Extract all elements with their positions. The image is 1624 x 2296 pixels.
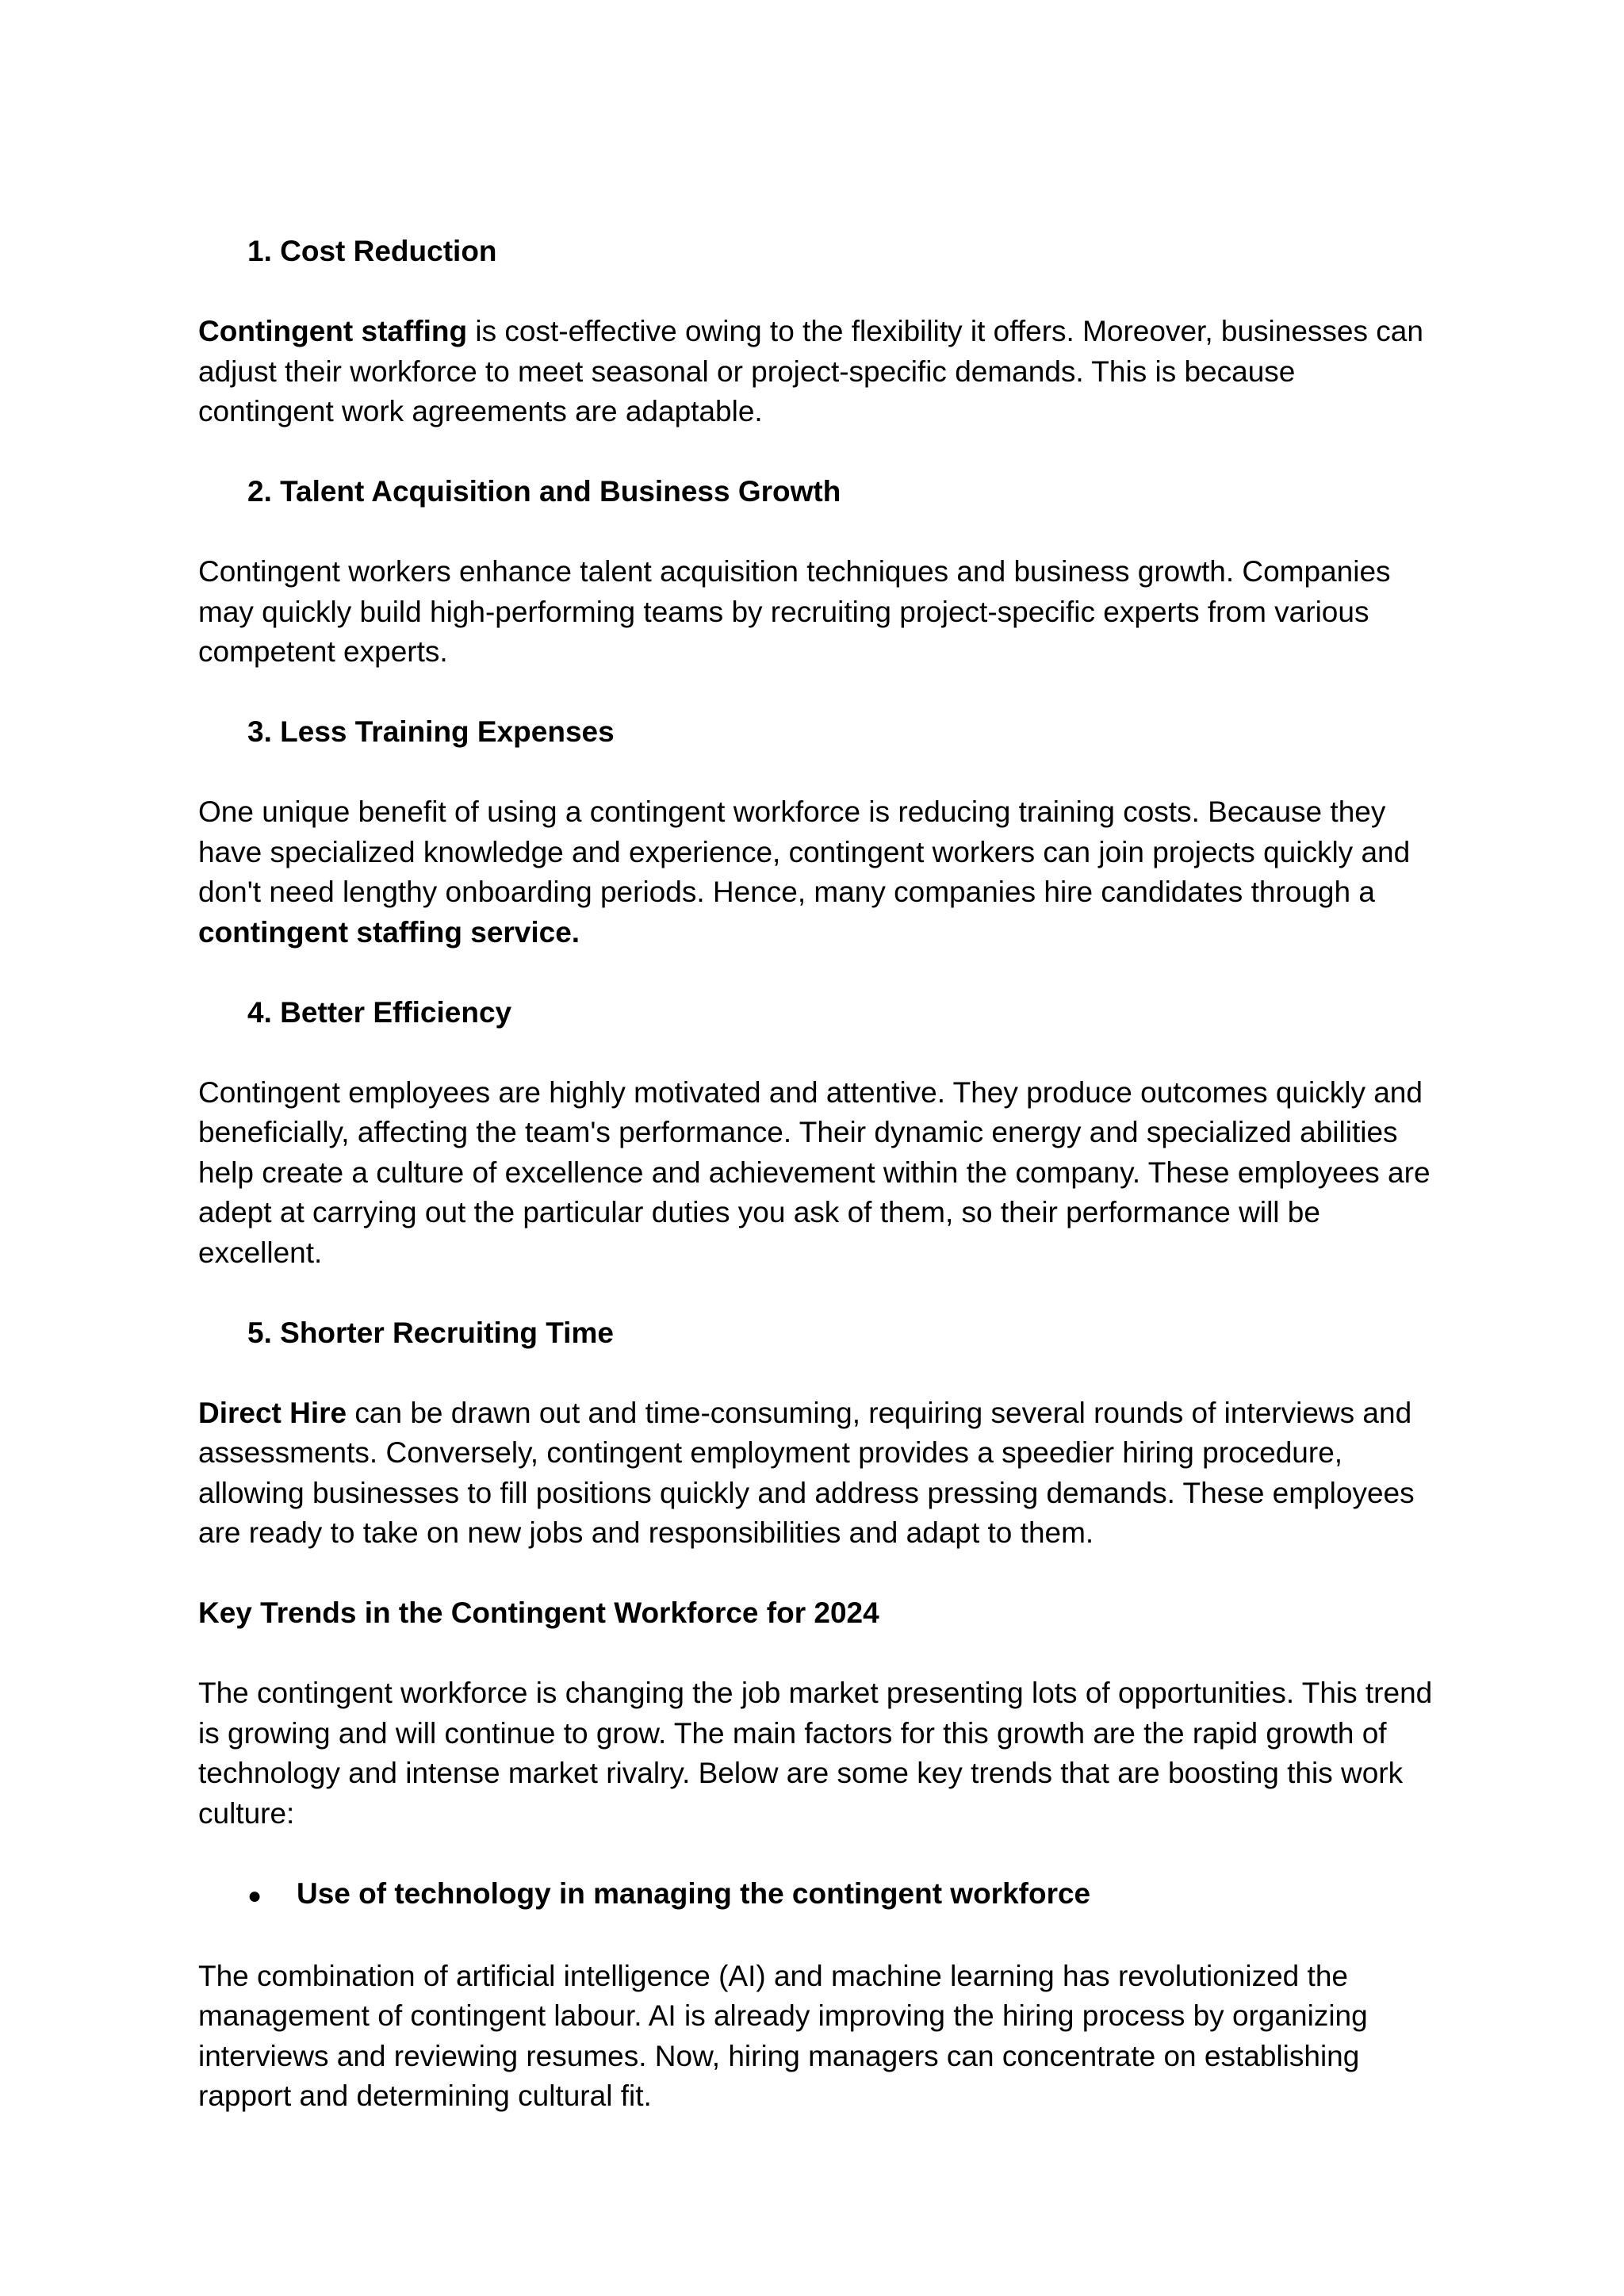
section-heading-cost-reduction: 1. Cost Reduction xyxy=(247,235,497,267)
spacer xyxy=(198,1634,1435,1674)
spacer xyxy=(198,272,1435,312)
trend-bullet-paragraph: The combination of artificial intelligence (AI) and machine learning has revolutionized the management of contingent labour. AI is already improving the hiring process by organizing interviews and reviewing resumes. Now, hiring managers can concentrate on establishing rapport and determining cultural fit. xyxy=(198,1959,1368,2112)
bold-term-direct-hire: Direct Hire xyxy=(198,1396,347,1429)
spacer xyxy=(198,953,1435,993)
paragraph-shorter-recruiting xyxy=(198,1393,1435,1554)
spacer xyxy=(198,1273,1435,1313)
spacer xyxy=(198,1834,1435,1874)
bold-term-contingent-staffing-service: contingent staffing service. xyxy=(198,915,580,949)
paragraph-less-training xyxy=(198,792,1435,953)
paragraph-cost-reduction xyxy=(198,312,1435,432)
bold-term-contingent-staffing: Contingent staffing xyxy=(198,315,468,347)
spacer xyxy=(198,432,1435,473)
paragraph-text: is cost-effective owing to the flexibility it offers. Moreover, businesses can adjust their workforce to meet seasonal or project-specific demands. This is because contingent work agreements are adaptable. xyxy=(198,315,1423,427)
section-heading-better-efficiency: 4. Better Efficiency xyxy=(247,995,512,1029)
trends-intro-paragraph: The contingent workforce is changing the job market presenting lots of opportunities. This trend is growing and will continue to grow. The main factors for this growth are the rapid growth of technology and intense market rivalry. Below are some key trends that are boosting this work culture: xyxy=(198,1677,1433,1830)
trends-heading: Key Trends in the Contingent Workforce for 2024 xyxy=(198,1596,879,1629)
paragraph-text: can be drawn out and time-consuming, requiring several rounds of interviews and assessments. Conversely, contingent employment provides a speedier hiring procedure, allowing businesses to fill positions quickly and address pressing demands. These employees are ready to take on new jobs and responsibilities and adapt to them. xyxy=(198,1396,1415,1549)
spacer xyxy=(198,1033,1435,1073)
spacer xyxy=(198,1353,1435,1393)
spacer xyxy=(198,673,1435,713)
paragraph-better-efficiency: Contingent employees are highly motivated and attentive. They produce outcomes quickly and beneficially, affecting the team's performance. Their dynamic energy and specialized abilities help create a culture of excellence and achievement within the company. These employees are adept at carrying out the particular duties you ask of them, so their performance will be excellent. xyxy=(198,1075,1431,1269)
spacer xyxy=(198,1554,1435,1594)
document-body xyxy=(198,232,1435,2117)
paragraph-talent-acquisition: Contingent workers enhance talent acquisition techniques and business growth. Companies may quickly build high-performing teams by recruiting project-specific experts from various competent experts. xyxy=(198,555,1391,668)
spacer xyxy=(198,753,1435,793)
spacer xyxy=(198,1916,1435,1957)
paragraph-text: One unique benefit of using a contingent workforce is reducing training costs. Because they have specialized knowledge and experience, contingent workers can join projects quickly and don't need lengthy onboarding periods. Hence, many companies hire candidates through a xyxy=(198,795,1411,908)
section-heading-shorter-recruiting: 5. Shorter Recruiting Time xyxy=(247,1316,614,1349)
spacer xyxy=(198,512,1435,553)
section-heading-less-training: 3. Less Training Expenses xyxy=(247,715,615,748)
section-heading-talent-acquisition: 2. Talent Acquisition and Business Growth xyxy=(247,475,841,508)
trend-bullet-item xyxy=(198,1874,1435,1917)
trend-bullet-heading: Use of technology in managing the contingent workforce xyxy=(297,1876,1091,1910)
bullet-icon: ● xyxy=(247,1882,262,1909)
